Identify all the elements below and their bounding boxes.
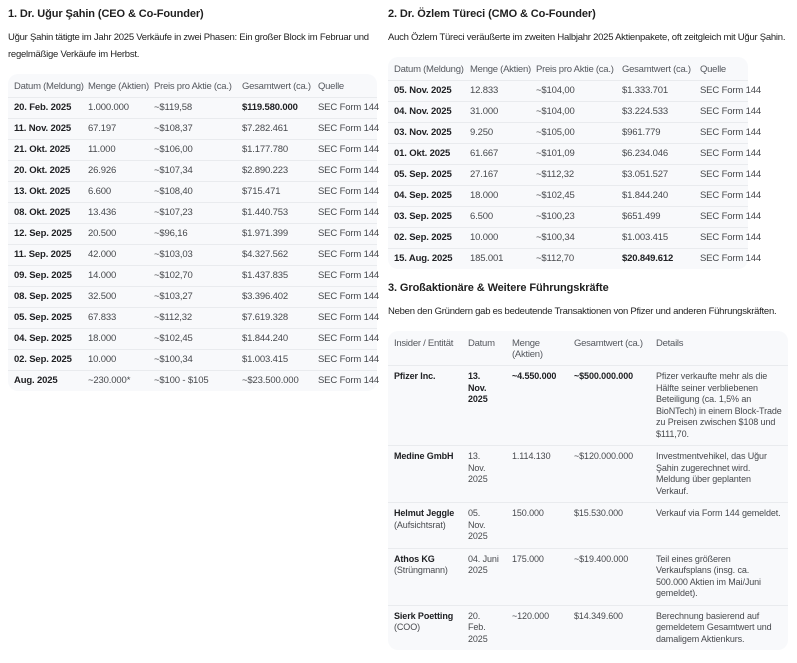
table-cell: ~$112,70	[530, 248, 616, 269]
table-cell: SEC Form 144	[694, 206, 748, 227]
table-cell: 20.500	[82, 223, 148, 244]
table-cell-value: 13. Nov. 2025	[468, 371, 488, 404]
table-cell: 05. Sep. 2025	[8, 307, 82, 328]
table-cell: $2.890.223	[236, 160, 312, 181]
table-cell: ~$101,09	[530, 143, 616, 164]
table-row	[388, 206, 748, 227]
table-cell	[388, 365, 462, 445]
table-cell: $15.530.000	[568, 502, 650, 548]
table-cell: 12.833	[464, 80, 530, 101]
table-cell: 11.000	[82, 139, 148, 160]
table-cell: ~$103,03	[148, 244, 236, 265]
table-cell-value: $20.849.612	[622, 253, 674, 264]
table-cell: 05. Sep. 2025	[388, 164, 464, 185]
table-cell: 13.436	[82, 202, 148, 223]
table-cell	[236, 97, 312, 118]
table-cell: ~120.000	[506, 605, 568, 651]
table-cell: SEC Form 144	[312, 307, 377, 328]
table-row	[8, 97, 377, 118]
column-header: Datum	[468, 338, 495, 349]
table-row	[8, 328, 377, 349]
table-cell	[388, 605, 462, 651]
table-cell-sublabel: (Strüngmann)	[394, 565, 448, 575]
table-header-row	[8, 74, 377, 97]
table-cell: ~$107,23	[148, 202, 236, 223]
table-cell: SEC Form 144	[694, 164, 748, 185]
table-row	[8, 160, 377, 181]
table-cell: 10.000	[82, 349, 148, 370]
table-row	[8, 223, 377, 244]
table-row	[388, 365, 788, 445]
table-cell: 04. Sep. 2025	[388, 185, 464, 206]
table-cell: ~$100,34	[530, 227, 616, 248]
table-cell: SEC Form 144	[694, 101, 748, 122]
table-cell: ~230.000*	[82, 370, 148, 391]
table-cell: 1.114.130	[506, 445, 568, 502]
column-header: Datum (Meldung)	[394, 64, 464, 75]
table-row	[8, 370, 377, 391]
table-cell: $14.349.600	[568, 605, 650, 651]
table-cell: SEC Form 144	[312, 223, 377, 244]
table-cell: $1.003.415	[616, 227, 694, 248]
table-cell: ~$112,32	[530, 164, 616, 185]
table-cell: SEC Form 144	[312, 244, 377, 265]
table-row	[8, 265, 377, 286]
table-cell: 1.000.000	[82, 97, 148, 118]
table-cell-value: ~4.550.000	[512, 371, 557, 381]
table-cell-value: $119.580.000	[242, 102, 298, 113]
table-cell: ~$100,34	[148, 349, 236, 370]
table-row	[8, 181, 377, 202]
table-cell: ~$112,32	[148, 307, 236, 328]
table-cell-value: Pfizer Inc.	[394, 371, 436, 381]
table-cell: 08. Sep. 2025	[8, 286, 82, 307]
column-header: Datum (Meldung)	[14, 81, 84, 92]
table-cell: SEC Form 144	[694, 227, 748, 248]
table-cell: 03. Nov. 2025	[388, 122, 464, 143]
table-cell: 04. Nov. 2025	[388, 101, 464, 122]
table-cell: 04. Juni 2025	[462, 548, 506, 605]
table-cell: 09. Sep. 2025	[8, 265, 82, 286]
table-cell: Pfizer verkaufte mehr als die Hälfte seiner verbliebenen Beteiligung (ca. 1,5% an BioNTech) in einem Block-Trade zu Preisen zwischen $108 und $111,70.	[650, 365, 788, 445]
table-cell: SEC Form 144	[694, 143, 748, 164]
section-heading-sahin: 1. Dr. Uğur Şahin (CEO & Co-Founder)	[8, 8, 204, 20]
table-row	[388, 143, 748, 164]
table-cell: SEC Form 144	[312, 181, 377, 202]
table-cell: $1.844.240	[616, 185, 694, 206]
table-row	[388, 185, 748, 206]
table-cell: 14.000	[82, 265, 148, 286]
table-row	[388, 101, 748, 122]
table-cell	[462, 365, 506, 445]
table-cell: $1.440.753	[236, 202, 312, 223]
table-row	[388, 502, 788, 548]
table-cell: 20. Feb. 2025	[462, 605, 506, 651]
table-row	[388, 227, 748, 248]
table-cell: 18.000	[464, 185, 530, 206]
table-cell-value: Medine GmbH	[394, 451, 454, 461]
table-cell: 67.833	[82, 307, 148, 328]
section-paragraph-sahin: Uğur Şahin tätigte im Jahr 2025 Verkäufe in zwei Phasen: Ein großer Block im Februar und regelmäßige Verkäufe im Herbst.	[8, 32, 369, 60]
table-cell: SEC Form 144	[312, 139, 377, 160]
table-cell: 32.500	[82, 286, 148, 307]
table-cell: 31.000	[464, 101, 530, 122]
table-cell: Teil eines größeren Verkaufsplans (insg. ca. 500.000 Aktien im Mai/Juni gemeldet).	[650, 548, 788, 605]
table-cell: SEC Form 144	[312, 97, 377, 118]
table-cell: 04. Sep. 2025	[8, 328, 82, 349]
table-row	[388, 80, 748, 101]
table-cell-value: Athos KG	[394, 553, 435, 564]
table-row	[388, 445, 788, 502]
tureci-sales-table	[388, 57, 762, 269]
table-cell: 05. Nov. 2025	[462, 502, 506, 548]
table-cell: SEC Form 144	[312, 328, 377, 349]
table-cell: ~$107,34	[148, 160, 236, 181]
table-cell: ~$120.000.000	[568, 445, 650, 502]
table-row	[8, 244, 377, 265]
table-cell	[388, 502, 462, 548]
table-cell: 20. Feb. 2025	[8, 97, 82, 118]
column-header: Details	[656, 338, 684, 349]
table-cell: ~$102,45	[530, 185, 616, 206]
table-cell: ~$96,16	[148, 223, 236, 244]
table-cell: Investmentvehikel, das Uğur Şahin zugerechnet wird. Meldung über geplanten Verkauf.	[650, 445, 788, 502]
table-cell: ~$108,37	[148, 118, 236, 139]
table-cell: 175.000	[506, 548, 568, 605]
table-cell: SEC Form 144	[694, 80, 748, 101]
table-cell: 26.926	[82, 160, 148, 181]
table-cell: 12. Sep. 2025	[8, 223, 82, 244]
table-cell: ~$104,00	[530, 80, 616, 101]
table-cell: $3.051.527	[616, 164, 694, 185]
table-cell: $1.437.835	[236, 265, 312, 286]
table-cell: SEC Form 144	[312, 202, 377, 223]
table-cell: SEC Form 144	[312, 370, 377, 391]
column-header: Quelle	[318, 81, 344, 92]
table-row	[8, 118, 377, 139]
table-cell: 20. Okt. 2025	[8, 160, 82, 181]
table-cell: $715.471	[236, 181, 312, 202]
table-cell	[388, 445, 462, 502]
section-paragraph-major: Neben den Gründern gab es bedeutende Transaktionen von Pfizer und anderen Führungskräften.	[388, 306, 777, 317]
table-cell: ~$23.500.000	[236, 370, 312, 391]
table-cell: 11. Nov. 2025	[8, 118, 82, 139]
section-paragraph-tureci: Auch Özlem Türeci veräußerte im zweiten Halbjahr 2025 Aktienpakete, oft zeitgleich mit Uğur Şahin.	[388, 32, 786, 43]
table-row	[8, 139, 377, 160]
column-header: Menge (Aktien)	[470, 64, 531, 75]
table-cell: ~$102,70	[148, 265, 236, 286]
table-cell: $961.779	[616, 122, 694, 143]
table-cell: ~$102,45	[148, 328, 236, 349]
table-cell: SEC Form 144	[312, 286, 377, 307]
table-cell: 67.197	[82, 118, 148, 139]
section-heading-major: 3. Großaktionäre & Weitere Führungskräfte	[388, 282, 609, 294]
table-cell: 150.000	[506, 502, 568, 548]
column-header: Gesamtwert (ca.)	[622, 64, 691, 75]
section-heading-tureci: 2. Dr. Özlem Türeci (CMO & Co-Founder)	[388, 8, 596, 20]
table-cell: 61.667	[464, 143, 530, 164]
table-cell	[568, 365, 650, 445]
column-header: Quelle	[700, 64, 726, 75]
table-cell: 02. Sep. 2025	[8, 349, 82, 370]
table-cell: 02. Sep. 2025	[388, 227, 464, 248]
table-cell: 15. Aug. 2025	[388, 248, 464, 269]
table-row	[8, 286, 377, 307]
table-cell: Berechnung basierend auf gemeldetem Gesamtwert und damaligem Aktienkurs.	[650, 605, 788, 651]
table-cell: ~$103,27	[148, 286, 236, 307]
left-column	[8, 8, 378, 404]
table-cell: 27.167	[464, 164, 530, 185]
table-cell: $651.499	[616, 206, 694, 227]
right-column	[388, 8, 789, 663]
table-cell: $3.396.402	[236, 286, 312, 307]
table-cell: ~$100,23	[530, 206, 616, 227]
table-header-row	[388, 57, 748, 80]
table-cell: 18.000	[82, 328, 148, 349]
table-cell: SEC Form 144	[312, 265, 377, 286]
column-header: Preis pro Aktie (ca.)	[536, 64, 614, 75]
table-cell: 03. Sep. 2025	[388, 206, 464, 227]
table-cell: $3.224.533	[616, 101, 694, 122]
column-header: Insider / Entität	[394, 338, 454, 349]
table-cell: ~$19.400.000	[568, 548, 650, 605]
column-header: Gesamtwert (ca.)	[574, 338, 643, 349]
table-cell: Aug. 2025	[8, 370, 82, 391]
table-cell: $6.234.046	[616, 143, 694, 164]
table-cell	[616, 248, 694, 269]
table-cell: 42.000	[82, 244, 148, 265]
table-cell: $1.003.415	[236, 349, 312, 370]
table-cell: SEC Form 144	[694, 185, 748, 206]
table-cell: $4.327.562	[236, 244, 312, 265]
column-header: Gesamtwert (ca.)	[242, 81, 311, 92]
table-cell: 6.500	[464, 206, 530, 227]
table-cell: SEC Form 144	[312, 349, 377, 370]
sahin-sales-table	[8, 74, 380, 391]
table-cell: SEC Form 144	[312, 118, 377, 139]
table-cell: ~$105,00	[530, 122, 616, 143]
table-header-row	[388, 331, 788, 365]
table-cell	[388, 548, 462, 605]
table-cell: ~$106,00	[148, 139, 236, 160]
table-cell-sublabel: (Aufsichtsrat)	[394, 519, 446, 530]
table-cell: SEC Form 144	[312, 160, 377, 181]
table-row	[8, 349, 377, 370]
table-row	[8, 307, 377, 328]
table-cell: SEC Form 144	[694, 248, 748, 269]
column-header: Preis pro Aktie (ca.)	[154, 81, 232, 92]
table-cell: 10.000	[464, 227, 530, 248]
table-cell: ~$108,40	[148, 181, 236, 202]
table-cell-sublabel: (COO)	[394, 622, 420, 632]
table-cell-value: ~$500.000.000	[574, 371, 634, 381]
table-cell: 21. Okt. 2025	[8, 139, 82, 160]
table-cell: 13. Nov. 2025	[462, 445, 506, 502]
table-cell-value: Sierk Poetting	[394, 610, 454, 621]
table-cell: 9.250	[464, 122, 530, 143]
table-cell	[506, 365, 568, 445]
column-header: Menge (Aktien)	[512, 338, 543, 360]
table-cell: $1.971.399	[236, 223, 312, 244]
table-cell: $7.619.328	[236, 307, 312, 328]
table-cell: 185.001	[464, 248, 530, 269]
table-cell: 13. Okt. 2025	[8, 181, 82, 202]
table-cell: ~$100 - $105	[148, 370, 236, 391]
table-cell: SEC Form 144	[694, 122, 748, 143]
table-cell: 08. Okt. 2025	[8, 202, 82, 223]
table-cell: 6.600	[82, 181, 148, 202]
table-cell: 05. Nov. 2025	[388, 80, 464, 101]
table-cell: $1.177.780	[236, 139, 312, 160]
table-row	[388, 605, 788, 651]
table-cell: 01. Okt. 2025	[388, 143, 464, 164]
table-row	[8, 202, 377, 223]
table-cell: ~$119,58	[148, 97, 236, 118]
table-cell: $7.282.461	[236, 118, 312, 139]
table-cell: $1.333.701	[616, 80, 694, 101]
table-cell: $1.844.240	[236, 328, 312, 349]
major-shareholders-table	[388, 331, 788, 650]
table-row	[388, 248, 748, 269]
table-cell: ~$104,00	[530, 101, 616, 122]
table-row	[388, 548, 788, 605]
table-row	[388, 122, 748, 143]
table-cell: Verkauf via Form 144 gemeldet.	[650, 502, 788, 548]
column-header: Menge (Aktien)	[88, 81, 149, 92]
table-cell: 11. Sep. 2025	[8, 244, 82, 265]
table-row	[388, 164, 748, 185]
table-cell-value: Helmut Jeggle	[394, 508, 455, 518]
